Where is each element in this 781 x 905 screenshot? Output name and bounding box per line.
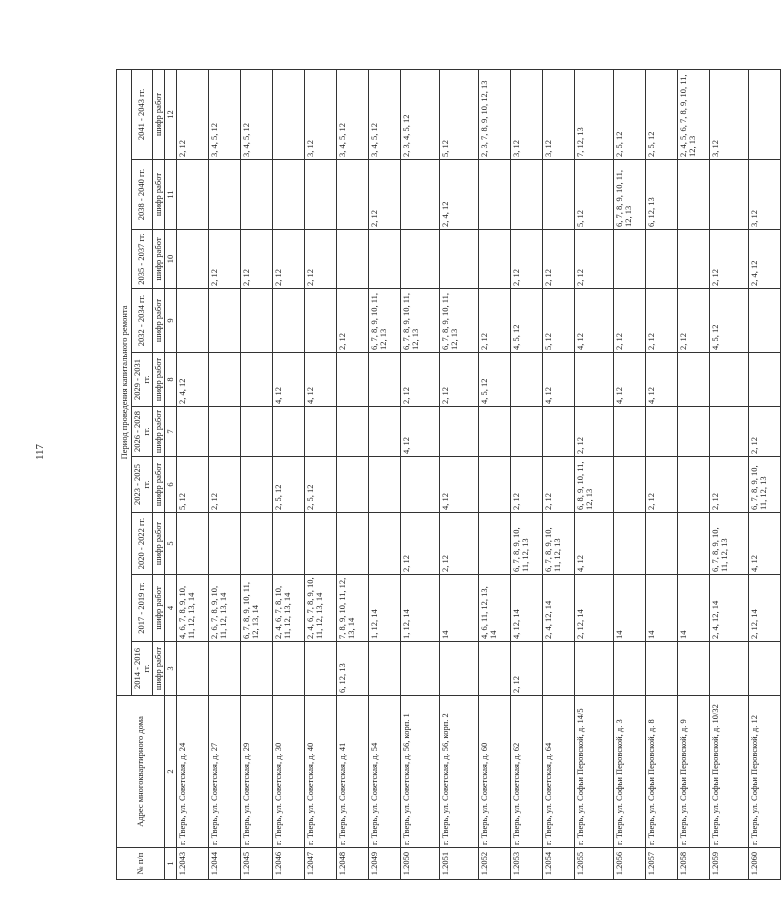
period-header: 2026 - 2028 гг. bbox=[132, 407, 153, 457]
work-codes-cell bbox=[304, 160, 336, 230]
work-codes-cell bbox=[208, 289, 240, 353]
row-number: 1.2056 bbox=[613, 848, 645, 880]
column-number: 10 bbox=[164, 230, 176, 289]
period-header: 2017 - 2019 гг. bbox=[132, 575, 153, 642]
work-codes-cell: 5, 12 bbox=[176, 457, 208, 513]
work-codes-cell: 2, 12 bbox=[208, 230, 240, 289]
work-codes-cell: 2, 12 bbox=[510, 230, 542, 289]
work-codes-cell bbox=[478, 642, 510, 696]
table-row bbox=[613, 69, 645, 879]
work-codes-cell: 2, 4, 6, 7, 8, 9, 10, 11, 12, 13, 14 bbox=[304, 575, 336, 642]
work-codes-cell: 3, 4, 5, 12 bbox=[208, 69, 240, 159]
work-codes-cell: 3, 4, 5, 12 bbox=[240, 69, 272, 159]
row-number: 1.2055 bbox=[574, 848, 613, 880]
work-codes-cell bbox=[613, 457, 645, 513]
work-codes-cell bbox=[542, 160, 574, 230]
work-codes-cell: 2, 12 bbox=[478, 289, 510, 353]
work-codes-cell bbox=[272, 642, 304, 696]
work-codes-cell bbox=[574, 353, 613, 407]
work-codes-cell: 2, 12 bbox=[542, 230, 574, 289]
work-codes-cell bbox=[510, 353, 542, 407]
column-number: 7 bbox=[164, 407, 176, 457]
work-codes-cell: 3, 4, 5, 12 bbox=[368, 69, 400, 159]
work-code-header: шифр работ bbox=[152, 575, 164, 642]
work-codes-cell: 2, 12 bbox=[176, 69, 208, 159]
period-header: 2020 - 2022 гг. bbox=[132, 513, 153, 575]
work-codes-cell bbox=[677, 230, 709, 289]
work-codes-cell: 2, 12, 14 bbox=[574, 575, 613, 642]
work-codes-cell: 6, 7, 8, 9, 10, 11, 12, 13 bbox=[510, 513, 542, 575]
column-number: 11 bbox=[164, 160, 176, 230]
work-codes-cell: 4, 5, 12 bbox=[510, 289, 542, 353]
row-number: 1.2054 bbox=[542, 848, 574, 880]
period-header: 2029 - 2031 гг. bbox=[132, 353, 153, 407]
row-number: 1.2047 bbox=[304, 848, 336, 880]
work-code-header: шифр работ bbox=[152, 289, 164, 353]
work-codes-cell bbox=[208, 513, 240, 575]
column-number: 4 bbox=[164, 575, 176, 642]
work-codes-cell: 2, 12 bbox=[400, 353, 439, 407]
row-address: г. Тверь, ул. Советская, д. 56, корп. 1 bbox=[400, 696, 439, 848]
work-codes-cell: 2, 12 bbox=[439, 353, 478, 407]
work-codes-cell: 2, 12 bbox=[542, 457, 574, 513]
row-address: г. Тверь, ул. Советская, д. 62 bbox=[510, 696, 542, 848]
work-codes-cell: 2, 12 bbox=[304, 230, 336, 289]
work-codes-cell bbox=[613, 642, 645, 696]
work-codes-cell: 4, 12 bbox=[542, 353, 574, 407]
work-codes-cell bbox=[240, 457, 272, 513]
work-codes-cell bbox=[176, 289, 208, 353]
work-code-header: шифр работ bbox=[152, 230, 164, 289]
work-codes-cell bbox=[336, 353, 368, 407]
period-header: 2035 - 2037 гг. bbox=[132, 230, 153, 289]
work-codes-cell: 3, 12 bbox=[304, 69, 336, 159]
row-number: 1.2043 bbox=[176, 848, 208, 880]
work-codes-cell bbox=[368, 230, 400, 289]
work-codes-cell bbox=[336, 513, 368, 575]
work-codes-cell: 1, 12, 14 bbox=[400, 575, 439, 642]
work-codes-cell bbox=[176, 407, 208, 457]
work-codes-cell: 3, 12 bbox=[510, 69, 542, 159]
work-codes-cell: 4, 6, 11, 12, 13, 14 bbox=[478, 575, 510, 642]
row-address: г. Тверь, ул. Советская, д. 60 bbox=[478, 696, 510, 848]
work-codes-cell bbox=[240, 407, 272, 457]
work-codes-cell: 6, 7, 8, 9, 10, 11, 12, 13 bbox=[709, 513, 748, 575]
work-codes-cell bbox=[709, 353, 748, 407]
work-codes-cell: 2, 4, 5, 6, 7, 8, 9, 10, 11, 12, 13 bbox=[677, 69, 709, 159]
table-row bbox=[208, 69, 240, 879]
work-codes-cell bbox=[240, 513, 272, 575]
work-codes-cell: 2, 12 bbox=[400, 513, 439, 575]
work-codes-cell: 2, 12 bbox=[613, 289, 645, 353]
work-codes-cell: 6, 7, 8, 9, 10, 11, 12, 13 bbox=[368, 289, 400, 353]
work-codes-cell bbox=[368, 353, 400, 407]
work-codes-cell bbox=[677, 513, 709, 575]
table-row bbox=[439, 69, 478, 879]
work-codes-cell: 4, 12 bbox=[574, 289, 613, 353]
work-codes-cell bbox=[574, 642, 613, 696]
work-codes-cell: 2, 12 bbox=[336, 289, 368, 353]
row-address: г. Тверь, ул. Советская, д. 64 bbox=[542, 696, 574, 848]
work-codes-cell: 6, 7, 8, 9, 10, 11, 12, 13, 14 bbox=[240, 575, 272, 642]
work-codes-cell bbox=[368, 513, 400, 575]
row-address: г. Тверь, ул. Софьи Перовской, д. 10/32 bbox=[709, 696, 748, 848]
period-header: 2023 - 2025 гг. bbox=[132, 457, 153, 513]
table-row bbox=[176, 69, 208, 879]
work-codes-cell: 2, 4, 12 bbox=[176, 353, 208, 407]
column-number: 12 bbox=[164, 69, 176, 159]
work-codes-cell bbox=[400, 160, 439, 230]
work-codes-cell bbox=[748, 289, 780, 353]
work-codes-cell: 2, 5, 12 bbox=[272, 457, 304, 513]
work-codes-cell bbox=[645, 513, 677, 575]
row-address: г. Тверь, ул. Советская, д. 54 bbox=[368, 696, 400, 848]
work-codes-cell: 2, 12, 14 bbox=[748, 575, 780, 642]
work-codes-cell: 4, 12 bbox=[574, 513, 613, 575]
row-number: 1.2053 bbox=[510, 848, 542, 880]
header-period: Период проведения капитального ремонта bbox=[117, 69, 132, 695]
header-address: Адрес многоквартирного дома bbox=[117, 696, 165, 848]
work-codes-cell: 4, 12 bbox=[748, 513, 780, 575]
work-codes-cell: 6, 12, 13 bbox=[336, 642, 368, 696]
period-header: 2032 - 2034 гг. bbox=[132, 289, 153, 353]
row-number: 1.2048 bbox=[336, 848, 368, 880]
work-codes-cell: 2, 4, 12 bbox=[439, 160, 478, 230]
header-no: № п/п bbox=[117, 848, 165, 880]
row-address: г. Тверь, ул. Советская, д. 40 bbox=[304, 696, 336, 848]
work-codes-cell: 2, 12 bbox=[208, 457, 240, 513]
rotated-table-container bbox=[116, 70, 768, 880]
row-address: г. Тверь, ул. Советская, д. 56, корп. 2 bbox=[439, 696, 478, 848]
column-number: 5 bbox=[164, 513, 176, 575]
work-codes-cell: 14 bbox=[439, 575, 478, 642]
table-row bbox=[240, 69, 272, 879]
work-codes-cell bbox=[368, 457, 400, 513]
work-codes-cell: 4, 12 bbox=[400, 407, 439, 457]
work-codes-cell: 2, 12 bbox=[709, 230, 748, 289]
work-codes-cell: 2, 12 bbox=[748, 407, 780, 457]
work-codes-cell bbox=[478, 457, 510, 513]
period-header: 2041 - 2043 гг. bbox=[132, 69, 153, 159]
work-codes-cell: 2, 4, 6, 7, 8, 10, 11, 12, 13, 14 bbox=[272, 575, 304, 642]
work-codes-cell bbox=[272, 513, 304, 575]
work-codes-cell: 5, 12 bbox=[574, 160, 613, 230]
work-codes-cell bbox=[478, 230, 510, 289]
work-code-header: шифр работ bbox=[152, 513, 164, 575]
work-codes-cell bbox=[709, 642, 748, 696]
table-row bbox=[336, 69, 368, 879]
work-codes-cell bbox=[613, 513, 645, 575]
table-row bbox=[478, 69, 510, 879]
row-address: г. Тверь, ул. Софьи Перовской, д. 8 bbox=[645, 696, 677, 848]
work-codes-cell bbox=[510, 160, 542, 230]
page-number: 117 bbox=[34, 443, 46, 461]
work-codes-cell bbox=[748, 353, 780, 407]
work-codes-cell bbox=[336, 230, 368, 289]
work-codes-cell bbox=[677, 353, 709, 407]
work-codes-cell bbox=[176, 642, 208, 696]
row-number: 1.2058 bbox=[677, 848, 709, 880]
row-number: 1.2045 bbox=[240, 848, 272, 880]
work-codes-cell: 2, 5, 12 bbox=[304, 457, 336, 513]
work-codes-cell bbox=[304, 407, 336, 457]
row-address: г. Тверь, ул. Софьи Перовской, д. 3 bbox=[613, 696, 645, 848]
column-number: 8 bbox=[164, 353, 176, 407]
work-codes-cell: 6, 7, 8, 9, 10, 11, 12, 13 bbox=[542, 513, 574, 575]
work-codes-cell: 3, 12 bbox=[748, 160, 780, 230]
work-codes-cell bbox=[368, 407, 400, 457]
work-codes-cell: 4, 6, 7, 8, 9, 10, 11, 12, 13, 14 bbox=[176, 575, 208, 642]
work-codes-cell bbox=[542, 642, 574, 696]
work-codes-cell bbox=[677, 407, 709, 457]
row-number: 1.2051 bbox=[439, 848, 478, 880]
work-codes-cell bbox=[748, 642, 780, 696]
work-codes-cell: 3, 12 bbox=[542, 69, 574, 159]
work-code-header: шифр работ bbox=[152, 407, 164, 457]
work-codes-cell bbox=[272, 407, 304, 457]
column-numbers-row bbox=[164, 69, 176, 879]
table-row bbox=[748, 69, 780, 879]
table-body bbox=[176, 69, 780, 879]
column-number: 1 bbox=[164, 848, 176, 880]
row-number: 1.2044 bbox=[208, 848, 240, 880]
work-codes-cell bbox=[677, 642, 709, 696]
table-row bbox=[400, 69, 439, 879]
work-codes-cell bbox=[748, 69, 780, 159]
work-codes-cell: 2, 4, 12, 14 bbox=[542, 575, 574, 642]
work-codes-cell bbox=[304, 642, 336, 696]
work-codes-cell bbox=[709, 160, 748, 230]
column-number: 3 bbox=[164, 642, 176, 696]
work-codes-cell bbox=[510, 407, 542, 457]
table-row bbox=[272, 69, 304, 879]
work-codes-cell bbox=[478, 513, 510, 575]
row-number: 1.2049 bbox=[368, 848, 400, 880]
work-code-header: шифр работ bbox=[152, 69, 164, 159]
work-codes-cell: 2, 3, 7, 8, 9, 10, 12, 13 bbox=[478, 69, 510, 159]
work-codes-cell: 4, 12 bbox=[272, 353, 304, 407]
work-codes-cell bbox=[240, 353, 272, 407]
work-codes-cell: 2, 12 bbox=[574, 230, 613, 289]
work-codes-cell: 3, 4, 5, 12 bbox=[336, 69, 368, 159]
row-address: г. Тверь, ул. Советская, д. 41 bbox=[336, 696, 368, 848]
work-codes-cell: 2, 5, 12 bbox=[613, 69, 645, 159]
work-codes-cell: 5, 12 bbox=[439, 69, 478, 159]
work-codes-cell: 1, 12, 14 bbox=[368, 575, 400, 642]
work-codes-cell: 14 bbox=[613, 575, 645, 642]
work-codes-cell: 4, 12 bbox=[613, 353, 645, 407]
work-codes-cell bbox=[542, 407, 574, 457]
work-codes-cell bbox=[400, 457, 439, 513]
work-codes-cell: 6, 12, 13 bbox=[645, 160, 677, 230]
work-codes-cell: 6, 8, 9, 10, 11, 12, 13 bbox=[574, 457, 613, 513]
work-codes-cell bbox=[176, 230, 208, 289]
table-row bbox=[574, 69, 613, 879]
work-codes-cell bbox=[645, 407, 677, 457]
work-codes-cell: 2, 12 bbox=[439, 513, 478, 575]
work-codes-cell bbox=[336, 407, 368, 457]
row-address: г. Тверь, ул. Советская, д. 24 bbox=[176, 696, 208, 848]
work-codes-cell bbox=[439, 407, 478, 457]
work-codes-cell: 2, 12 bbox=[645, 289, 677, 353]
work-codes-cell bbox=[677, 160, 709, 230]
work-codes-cell: 14 bbox=[677, 575, 709, 642]
table-row bbox=[510, 69, 542, 879]
work-codes-cell: 2, 12 bbox=[240, 230, 272, 289]
work-codes-cell bbox=[272, 160, 304, 230]
table-row bbox=[368, 69, 400, 879]
row-address: г. Тверь, ул. Советская, д. 27 bbox=[208, 696, 240, 848]
work-codes-cell bbox=[478, 160, 510, 230]
work-codes-cell bbox=[176, 513, 208, 575]
work-codes-cell bbox=[176, 160, 208, 230]
work-codes-cell bbox=[208, 353, 240, 407]
row-number: 1.2057 bbox=[645, 848, 677, 880]
work-codes-cell bbox=[240, 642, 272, 696]
table-row bbox=[542, 69, 574, 879]
work-codes-cell bbox=[439, 642, 478, 696]
work-codes-cell: 2, 12 bbox=[677, 289, 709, 353]
work-codes-cell bbox=[368, 642, 400, 696]
work-codes-cell bbox=[645, 642, 677, 696]
work-codes-cell: 7, 12, 13 bbox=[574, 69, 613, 159]
work-codes-cell: 2, 12 bbox=[510, 457, 542, 513]
work-codes-cell bbox=[709, 407, 748, 457]
row-address: г. Тверь, ул. Советская, д. 30 bbox=[272, 696, 304, 848]
period-header: 2038 - 2040 гг. bbox=[132, 160, 153, 230]
row-address: г. Тверь, ул. Софьи Перовской, д. 9 bbox=[677, 696, 709, 848]
row-address: г. Тверь, ул. Софьи Перовской, д. 14/5 bbox=[574, 696, 613, 848]
work-codes-cell: 2, 12 bbox=[272, 230, 304, 289]
work-codes-cell bbox=[613, 230, 645, 289]
work-codes-cell bbox=[336, 457, 368, 513]
work-codes-cell: 4, 5, 12 bbox=[709, 289, 748, 353]
row-address: г. Тверь, ул. Советская, д. 29 bbox=[240, 696, 272, 848]
column-number: 6 bbox=[164, 457, 176, 513]
row-number: 1.2046 bbox=[272, 848, 304, 880]
work-codes-cell: 6, 7, 8, 9, 10, 11, 12, 13 bbox=[439, 289, 478, 353]
work-codes-cell: 2, 6, 7, 8, 9, 10, 11, 12, 13, 14 bbox=[208, 575, 240, 642]
table-row bbox=[645, 69, 677, 879]
work-codes-cell: 6, 7, 8, 9, 10, 11, 12, 13 bbox=[748, 457, 780, 513]
row-number: 1.2060 bbox=[748, 848, 780, 880]
work-codes-cell: 2, 12 bbox=[645, 457, 677, 513]
work-codes-cell: 2, 12 bbox=[510, 642, 542, 696]
work-code-header: шифр работ bbox=[152, 642, 164, 696]
row-number: 1.2050 bbox=[400, 848, 439, 880]
work-codes-cell: 7, 8, 9, 10, 11, 12, 13, 14 bbox=[336, 575, 368, 642]
work-codes-cell bbox=[677, 457, 709, 513]
work-codes-cell bbox=[336, 160, 368, 230]
work-codes-cell: 2, 12 bbox=[574, 407, 613, 457]
work-codes-cell: 4, 12 bbox=[645, 353, 677, 407]
work-codes-cell bbox=[439, 230, 478, 289]
work-codes-cell: 6, 7, 8, 9, 10, 11, 12, 13 bbox=[613, 160, 645, 230]
column-number: 9 bbox=[164, 289, 176, 353]
work-codes-cell: 4, 5, 12 bbox=[478, 353, 510, 407]
work-codes-cell bbox=[400, 642, 439, 696]
work-codes-cell bbox=[240, 160, 272, 230]
work-code-header: шифр работ bbox=[152, 353, 164, 407]
column-number: 2 bbox=[164, 696, 176, 848]
work-codes-cell: 5, 12 bbox=[542, 289, 574, 353]
work-codes-cell: 4, 12 bbox=[304, 353, 336, 407]
work-codes-cell bbox=[208, 407, 240, 457]
work-codes-cell bbox=[613, 407, 645, 457]
work-codes-cell bbox=[240, 289, 272, 353]
row-number: 1.2052 bbox=[478, 848, 510, 880]
work-codes-cell: 6, 7, 8, 9, 10, 11, 12, 13 bbox=[400, 289, 439, 353]
work-codes-cell bbox=[304, 513, 336, 575]
row-number: 1.2059 bbox=[709, 848, 748, 880]
work-codes-cell bbox=[478, 407, 510, 457]
capital-repair-table bbox=[116, 69, 781, 880]
row-address: г. Тверь, ул. Софьи Перовской, д. 12 bbox=[748, 696, 780, 848]
work-codes-cell: 2, 4, 12, 14 bbox=[709, 575, 748, 642]
work-codes-cell bbox=[272, 69, 304, 159]
work-codes-cell: 2, 3, 4, 5, 12 bbox=[400, 69, 439, 159]
work-codes-cell: 2, 5, 12 bbox=[645, 69, 677, 159]
work-codes-cell: 3, 12 bbox=[709, 69, 748, 159]
work-codes-cell bbox=[272, 289, 304, 353]
period-header: 2014 - 2016 гг. bbox=[132, 642, 153, 696]
work-codes-cell: 2, 4, 12 bbox=[748, 230, 780, 289]
table-row bbox=[677, 69, 709, 879]
work-codes-cell bbox=[645, 230, 677, 289]
work-code-header: шифр работ bbox=[152, 160, 164, 230]
work-codes-cell: 14 bbox=[645, 575, 677, 642]
table-row bbox=[709, 69, 748, 879]
work-codes-cell: 2, 12 bbox=[709, 457, 748, 513]
work-codes-cell bbox=[400, 230, 439, 289]
work-codes-cell: 4, 12, 14 bbox=[510, 575, 542, 642]
work-codes-cell: 2, 12 bbox=[368, 160, 400, 230]
work-codes-cell bbox=[208, 642, 240, 696]
work-codes-cell: 4, 12 bbox=[439, 457, 478, 513]
table-row bbox=[304, 69, 336, 879]
work-codes-cell bbox=[304, 289, 336, 353]
work-code-header: шифр работ bbox=[152, 457, 164, 513]
work-codes-cell bbox=[208, 160, 240, 230]
